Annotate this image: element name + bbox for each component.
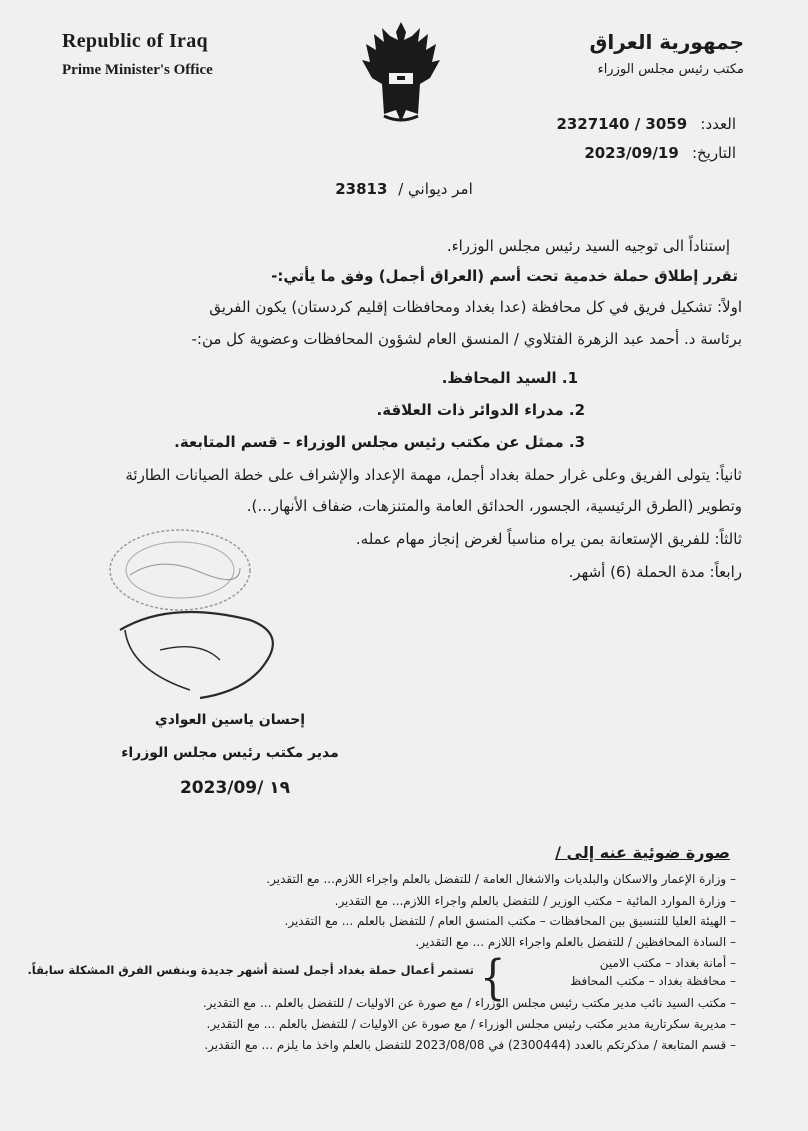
grouping-brace: { bbox=[480, 950, 506, 1006]
letterhead-country-en: Republic of Iraq bbox=[62, 30, 208, 52]
reference-number-label: العدد: bbox=[700, 115, 736, 133]
clause-third: ثالثاً: للفريق الإستعانة بمن يراه مناسباً لغرض إنجاز مهام عمله. bbox=[355, 530, 742, 548]
cc-item: – أمانة بغداد – مكتب الامين bbox=[599, 956, 736, 970]
diwani-order-heading bbox=[0, 180, 808, 198]
intro-line: إستناداً الى توجيه السيد رئيس مجلس الوزراء. bbox=[446, 237, 730, 255]
cc-item: – الهيئة العليا للتنسيق بين المحافظات – مكتب المنسق العام / للتفضل بالعلم ... مع التقدير. bbox=[284, 914, 736, 928]
letterhead-country-ar: جمهورية العراق bbox=[589, 30, 744, 54]
cc-brace-note: تستمر أعمال حملة بغداد أجمل لستة أشهر جديدة وبنفس الفرق المشكلة سابقاً. bbox=[27, 963, 474, 977]
signatory-name: إحسان ياسين العوادي bbox=[154, 712, 306, 728]
cc-item: – وزارة الموارد المائية – مكتب الوزير / للتفضل بالعلم واجراء اللازم... مع التقدير. bbox=[334, 894, 736, 908]
document-date-row bbox=[584, 144, 736, 162]
cc-item: – مديرية سكرتارية مدير مكتب رئيس مجلس الوزراء / مع صورة عن الاوليات / للتفضل بالعلم ... مع التقدير. bbox=[206, 1017, 736, 1031]
reference-number-value: 2327140 / 3059 bbox=[556, 115, 688, 133]
decision-line: تقرر إطلاق حملة خدمية تحت أسم (العراق أجمل) وفق ما يأتي:- bbox=[271, 267, 738, 285]
letterhead-office-en: Prime Minister's Office bbox=[62, 62, 213, 78]
member-2: 2. مدراء الدوائر ذات العلاقة. bbox=[376, 401, 585, 419]
order-number: 23813 bbox=[335, 180, 388, 198]
cc-item: – السادة المحافظين / للتفضل بالعلم واجراء اللازم ... مع التقدير. bbox=[415, 935, 736, 949]
document-date-value: 2023/09/19 bbox=[584, 144, 679, 162]
arabic-letterhead bbox=[589, 30, 744, 77]
iraq-eagle-emblem-icon bbox=[360, 18, 442, 128]
english-letterhead bbox=[62, 30, 213, 79]
clause-first-continued: برئاسة د. أحمد عبد الزهرة الفتلاوي / المنسق العام لشؤون المحافظات وعضوية كل من:- bbox=[191, 330, 742, 348]
clause-fourth: رابعاً: مدة الحملة (6) أشهر. bbox=[568, 563, 742, 581]
cc-item: – وزارة الإعمار والاسكان والبلديات والاشغال العامة / للتفضل بالعلم واجراء اللازم... مع التقدير. bbox=[266, 872, 736, 886]
document-date-label: التاريخ: bbox=[692, 144, 736, 162]
cc-item: – قسم المتابعة / مذكرتكم بالعدد (2300444) في 2023/08/08 للتفضل بالعلم واخذ ما يلزم ... مع التقدير. bbox=[204, 1038, 736, 1052]
cc-item: – مكتب السيد نائب مدير مكتب رئيس مجلس الوزراء / مع صورة عن الاوليات / للتفضل بالعلم ... مع التقدير. bbox=[202, 996, 736, 1010]
cc-heading: صورة ضوئية عنه إلى / bbox=[555, 843, 730, 862]
clause-first: اولاً: تشكيل فريق في كل محافظة (عدا بغداد ومحافظات إقليم كردستان) يكون الفريق bbox=[209, 298, 742, 316]
member-3: 3. ممثل عن مكتب رئيس مجلس الوزراء – قسم المتابعة. bbox=[174, 433, 585, 451]
office-stamp-and-signature bbox=[100, 520, 330, 710]
letterhead-office-ar: مكتب رئيس مجلس الوزراء bbox=[597, 62, 744, 77]
order-label: امر ديواني / bbox=[398, 180, 473, 198]
reference-number-row bbox=[556, 115, 736, 133]
signatory-title: مدير مكتب رئيس مجلس الوزراء bbox=[121, 745, 339, 761]
cc-item: – محافظة بغداد – مكتب المحافظ bbox=[570, 974, 736, 988]
signature-date: 2023/09/ ١٩ bbox=[179, 778, 291, 798]
clause-second-continued: وتطوير (الطرق الرئيسية، الجسور، الحدائق العامة والمتنزهات، ضفاف الأنهار...). bbox=[246, 497, 742, 515]
member-1: 1. السيد المحافظ. bbox=[441, 369, 578, 387]
clause-second: ثانياً: يتولى الفريق وعلى غرار حملة بغداد أجمل، مهمة الإعداد والإشراف على خطة الصيانات الطارئة bbox=[125, 466, 742, 484]
